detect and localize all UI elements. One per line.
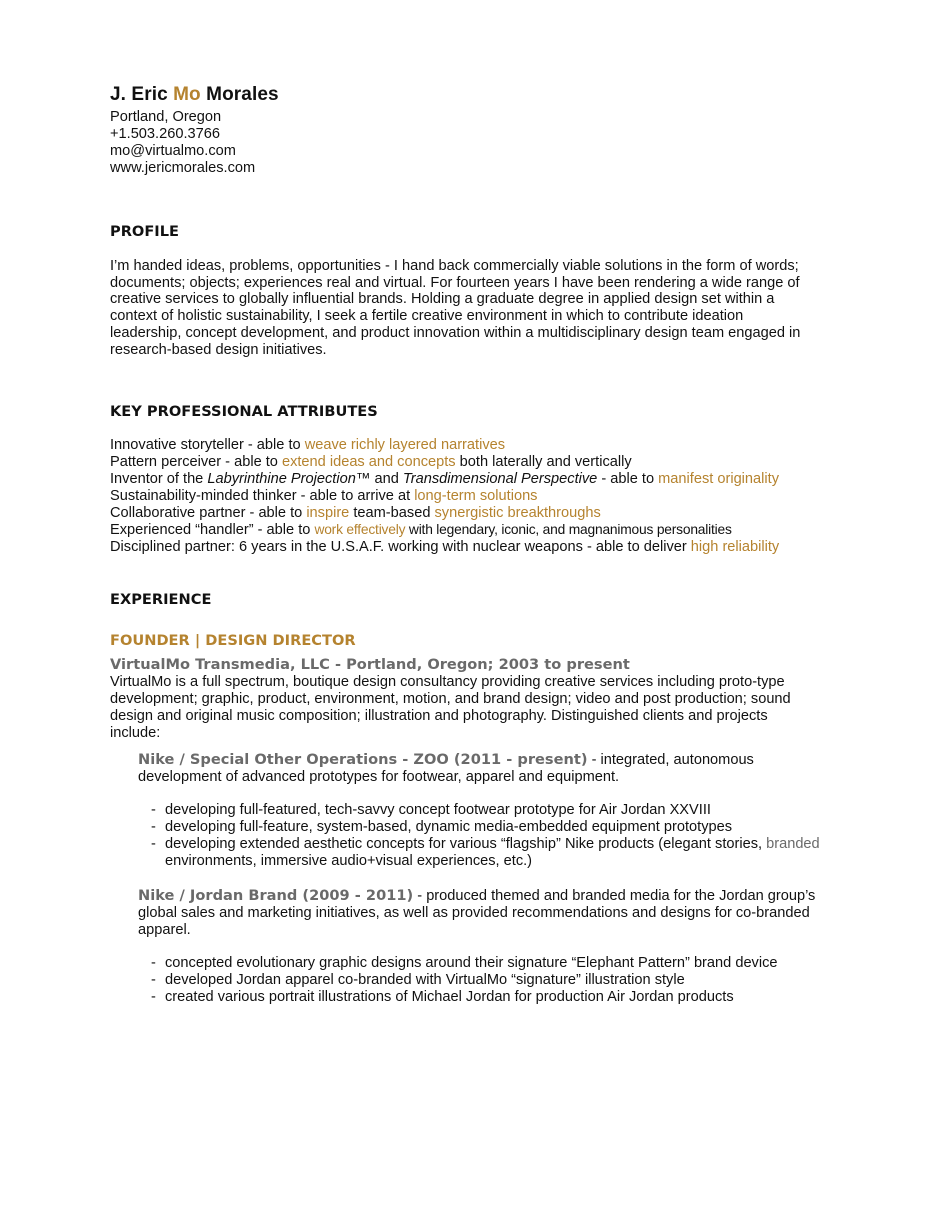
- attribute-text: Disciplined partner: 6 years in the U.S.A.F. working with nuclear weapons - able to deliver: [110, 538, 691, 555]
- bullet-text: developing extended aesthetic concepts for various “flagship” Nike products (elegant stories,: [165, 835, 767, 852]
- project-bullets: [110, 802, 831, 870]
- attribute-item: [110, 437, 820, 454]
- job-role: FOUNDER | DESIGN DIRECTOR: [110, 632, 356, 650]
- attribute-text: Sustainability-minded thinker - able to arrive at: [110, 487, 415, 504]
- contact-header: [110, 84, 820, 177]
- resume-page: [110, 84, 820, 1006]
- attributes-list: [110, 437, 820, 555]
- candidate-name: [110, 84, 820, 106]
- attribute-highlight: work effectively: [314, 521, 406, 537]
- profile-heading: PROFILE: [110, 222, 180, 240]
- attribute-highlight: weave richly layered narratives: [304, 437, 506, 454]
- attribute-item: [110, 488, 820, 505]
- attribute-highlight: high reliability: [690, 538, 780, 555]
- company-description: VirtualMo is a full spectrum, boutique design consultancy providing creative services including proto-type development; graphic, product, environment, motion, and brand design; video and post production; sound design and original music composition; illustration and photography. Distinguished clients and projects include:: [110, 674, 791, 742]
- project-nike-zoo: [138, 752, 818, 786]
- attribute-text: Innovative storyteller - able to: [110, 437, 305, 454]
- project-summary: [138, 752, 818, 786]
- attribute-highlight: inspire: [306, 504, 350, 521]
- name-first: J. Eric: [110, 84, 174, 105]
- attribute-text: team-based: [349, 504, 435, 521]
- attribute-text: Inventor of the: [110, 470, 208, 487]
- attribute-highlight: long-term solutions: [414, 487, 538, 504]
- attribute-text: with legendary, iconic, and magnanimous personalities: [405, 521, 732, 537]
- attribute-emphasis: Transdimensional Perspective: [402, 470, 598, 487]
- list-item: - developing full-featured, tech-savvy concept footwear prototype for Air Jordan XXVIII: [151, 802, 831, 819]
- attribute-highlight: extend ideas and concepts: [281, 453, 456, 470]
- contact-city: Portland, Oregon: [110, 109, 222, 125]
- contact-email: mo@virtualmo.com: [110, 142, 236, 159]
- attribute-text: Pattern perceiver - able to: [110, 453, 282, 470]
- name-last: Morales: [200, 84, 279, 105]
- profile-text: I’m handed ideas, problems, opportunities - I hand back commercially viable solutions in the form of words; documents; objects; experiences real and virtual. For fourteen years I have been rendering a wide range of creative services to globally influential brands. Holding a graduate degree in applied design set within a context of holistic sustainability, I seek a fertile creative environment in which to contribute ideation leadership, concept development, and product innovation within a multidisciplinary design team engaged in research-based design initiatives.: [110, 257, 801, 359]
- project-description: - integrated, autonomous development of advanced prototypes for footwear, apparel and equipment.: [138, 752, 754, 785]
- attribute-text: Collaborative partner - able to: [110, 504, 307, 521]
- contact-website: www.jericmorales.com: [110, 159, 256, 176]
- project-summary: [138, 888, 823, 939]
- list-item: - created various portrait illustrations of Michael Jordan for production Air Jordan products: [151, 989, 831, 1006]
- attribute-highlight: synergistic breakthroughs: [434, 504, 601, 521]
- attributes-heading: KEY PROFESSIONAL ATTRIBUTES: [110, 403, 378, 421]
- contact-phone: +1.503.260.3766: [110, 125, 220, 142]
- project-jordan-brand: [138, 888, 823, 939]
- attribute-text: both laterally and vertically: [455, 453, 632, 470]
- attribute-text: Experienced “handler” - able to: [110, 521, 315, 538]
- project-title: Nike / Special Other Operations - ZOO (2011 - present): [138, 751, 588, 769]
- attribute-item: [110, 454, 820, 471]
- attribute-highlight: manifest originality: [658, 470, 779, 487]
- attribute-item: [110, 471, 820, 488]
- attribute-item: [110, 505, 820, 522]
- project-description: - produced themed and branded media for the Jordan group’s global sales and marketing initiatives, as well as provided recommendations and designs for co-branded apparel.: [138, 888, 816, 939]
- attribute-emphasis: Labyrinthine Projection: [207, 470, 356, 487]
- list-item: - developed Jordan apparel co-branded with VirtualMo “signature” illustration style: [151, 972, 831, 989]
- experience-heading: EXPERIENCE: [110, 591, 212, 609]
- list-item: - concepted evolutionary graphic designs around their signature “Elephant Pattern” brand device: [151, 955, 831, 972]
- list-item: [151, 836, 831, 870]
- bullet-text: environments, immersive audio+visual experiences, etc.): [165, 852, 533, 869]
- name-nickname: Mo: [173, 84, 201, 105]
- bullet-highlight: branded: [766, 835, 820, 852]
- attribute-item: [110, 539, 820, 556]
- project-bullets: [110, 955, 831, 1006]
- project-title: Nike / Jordan Brand (2009 - 2011): [138, 887, 414, 905]
- attribute-item: [110, 522, 820, 539]
- list-item: - developing full-feature, system-based, dynamic media-embedded equipment prototypes: [151, 819, 831, 836]
- job-company: VirtualMo Transmedia, LLC - Portland, Oregon; 2003 to present: [110, 656, 630, 674]
- attribute-text: - able to: [597, 470, 659, 487]
- attribute-text: ™ and: [355, 470, 403, 487]
